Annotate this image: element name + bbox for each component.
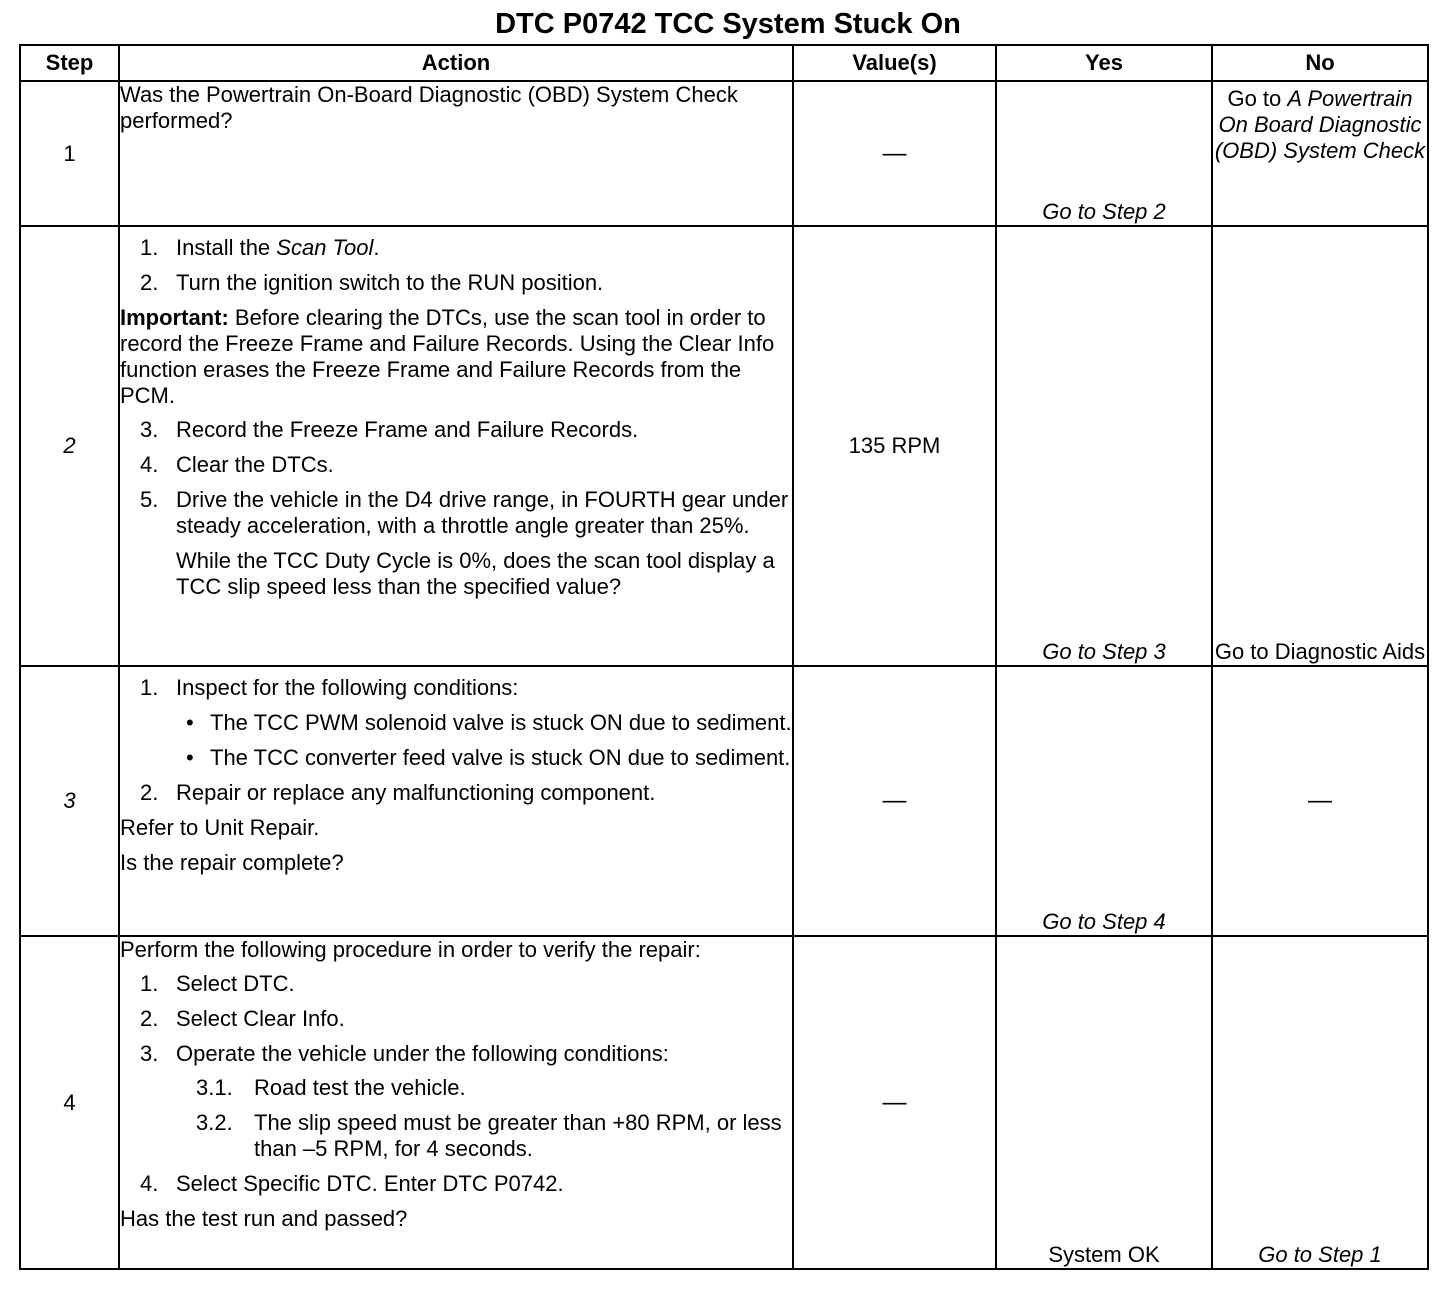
bullet-item: • The TCC converter feed valve is stuck ON due to sediment. bbox=[176, 745, 792, 771]
step-list bbox=[120, 417, 792, 600]
step-number: 3 bbox=[20, 666, 119, 936]
item-text-end: . bbox=[373, 235, 380, 260]
step-number: 4 bbox=[20, 936, 119, 1269]
list-item bbox=[120, 1006, 792, 1032]
list-item bbox=[120, 971, 792, 997]
list-item bbox=[120, 1171, 792, 1197]
list-item bbox=[120, 487, 792, 600]
step-list bbox=[120, 675, 792, 806]
item-number: 3.2. bbox=[196, 1110, 233, 1135]
item-text: Turn the ignition switch to the RUN position. bbox=[176, 270, 604, 295]
table-row-step-1 bbox=[20, 81, 1428, 226]
header-action: Action bbox=[119, 45, 793, 81]
no-link-obd-check: A Powertrain On Board Diagnostic (OBD) System Check bbox=[1214, 86, 1426, 163]
item-text: Clear the DTCs. bbox=[176, 452, 334, 477]
header-yes: Yes bbox=[996, 45, 1212, 81]
value-cell: 135 RPM bbox=[793, 226, 996, 666]
no-prefix: Go to bbox=[1227, 86, 1282, 111]
action-intro: Perform the following procedure in order to verify the repair: bbox=[120, 937, 701, 962]
table-row-step-3 bbox=[20, 666, 1428, 936]
no-cell: Go to Step 1 bbox=[1212, 936, 1428, 1269]
sub-list-item bbox=[176, 1075, 792, 1101]
item-text: Operate the vehicle under the following conditions: bbox=[176, 1041, 669, 1066]
header-step: Step bbox=[20, 45, 119, 81]
refer-note: Refer to Unit Repair. bbox=[120, 815, 320, 840]
item-number: 1. bbox=[140, 675, 159, 700]
header-no: No bbox=[1212, 45, 1428, 81]
table-row-step-4 bbox=[20, 936, 1428, 1269]
value-cell: — bbox=[793, 936, 996, 1269]
step-number: 1 bbox=[20, 81, 119, 226]
item-text: Repair or replace any malfunctioning component. bbox=[176, 780, 656, 805]
list-item bbox=[120, 235, 792, 261]
item-number: 4. bbox=[140, 452, 159, 477]
sub-step-list bbox=[176, 1075, 792, 1162]
item-text: Inspect for the following conditions: bbox=[176, 675, 519, 700]
list-item bbox=[120, 1041, 792, 1162]
item-number: 2. bbox=[140, 270, 159, 295]
item-text: Select DTC. bbox=[176, 971, 295, 996]
no-cell: Go to Diagnostic Aids bbox=[1212, 226, 1428, 666]
item-text: Select Clear Info. bbox=[176, 1006, 345, 1031]
action-question: While the TCC Duty Cycle is 0%, does the scan tool display a TCC slip speed less than the specified value? bbox=[176, 548, 775, 599]
item-text: Record the Freeze Frame and Failure Records. bbox=[176, 417, 639, 442]
header-values: Value(s) bbox=[793, 45, 996, 81]
action-cell bbox=[119, 226, 793, 666]
action-question: Has the test run and passed? bbox=[120, 1206, 408, 1231]
bullet-item: • The TCC PWM solenoid valve is stuck ON due to sediment. bbox=[176, 710, 792, 736]
item-number: 5. bbox=[140, 487, 159, 512]
item-number: 4. bbox=[140, 1171, 159, 1196]
item-text: Select Specific DTC. Enter DTC P0742. bbox=[176, 1171, 564, 1196]
important-text: Before clearing the DTCs, use the scan tool in order to record the Freeze Frame and Failure Records. Using the Clear Info function erases the Freeze Frame and Failure Records from the PCM. bbox=[120, 305, 775, 408]
yes-cell: Go to Step 3 bbox=[996, 226, 1212, 666]
condition-list bbox=[176, 710, 792, 771]
list-item bbox=[120, 675, 792, 771]
step-list bbox=[120, 971, 792, 1197]
yes-cell: Go to Step 2 bbox=[996, 81, 1212, 226]
list-item bbox=[120, 780, 792, 806]
list-item bbox=[120, 452, 792, 478]
sub-list-item bbox=[176, 1110, 792, 1162]
action-cell bbox=[119, 936, 793, 1269]
item-number: 1. bbox=[140, 235, 159, 260]
list-item bbox=[120, 417, 792, 443]
item-text: Drive the vehicle in the D4 drive range, in FOURTH gear under steady acceleration, with a throttle angle greater than 25%. bbox=[176, 487, 789, 538]
page-title: DTC P0742 TCC System Stuck On bbox=[495, 8, 961, 40]
action-cell bbox=[119, 666, 793, 936]
item-number: 3.1. bbox=[196, 1075, 233, 1100]
value-cell: — bbox=[793, 81, 996, 226]
step-list bbox=[120, 235, 792, 296]
step-number: 2 bbox=[20, 226, 119, 666]
item-text: Install the bbox=[176, 235, 271, 260]
action-cell bbox=[119, 81, 793, 226]
no-cell bbox=[1212, 81, 1428, 226]
no-cell: — bbox=[1212, 666, 1428, 936]
item-text: The slip speed must be greater than +80 RPM, or less than –5 RPM, for 4 seconds. bbox=[254, 1110, 782, 1161]
item-number: 2. bbox=[140, 1006, 159, 1031]
value-cell: — bbox=[793, 666, 996, 936]
table-header-row bbox=[20, 45, 1428, 81]
item-number: 3. bbox=[140, 1041, 159, 1066]
scan-tool-ref: Scan Tool bbox=[276, 235, 374, 260]
important-note bbox=[120, 305, 792, 409]
yes-cell: System OK bbox=[996, 936, 1212, 1269]
diagnostic-table bbox=[19, 44, 1429, 1270]
table-row-step-2 bbox=[20, 226, 1428, 666]
yes-cell: Go to Step 4 bbox=[996, 666, 1212, 936]
list-item bbox=[120, 270, 792, 296]
item-number: 3. bbox=[140, 417, 159, 442]
action-question: Was the Powertrain On-Board Diagnostic (OBD) System Check performed? bbox=[120, 82, 738, 133]
item-text: Road test the vehicle. bbox=[254, 1075, 466, 1100]
item-number: 2. bbox=[140, 780, 159, 805]
action-question: Is the repair complete? bbox=[120, 850, 344, 875]
item-number: 1. bbox=[140, 971, 159, 996]
important-label: Important: bbox=[120, 305, 229, 330]
